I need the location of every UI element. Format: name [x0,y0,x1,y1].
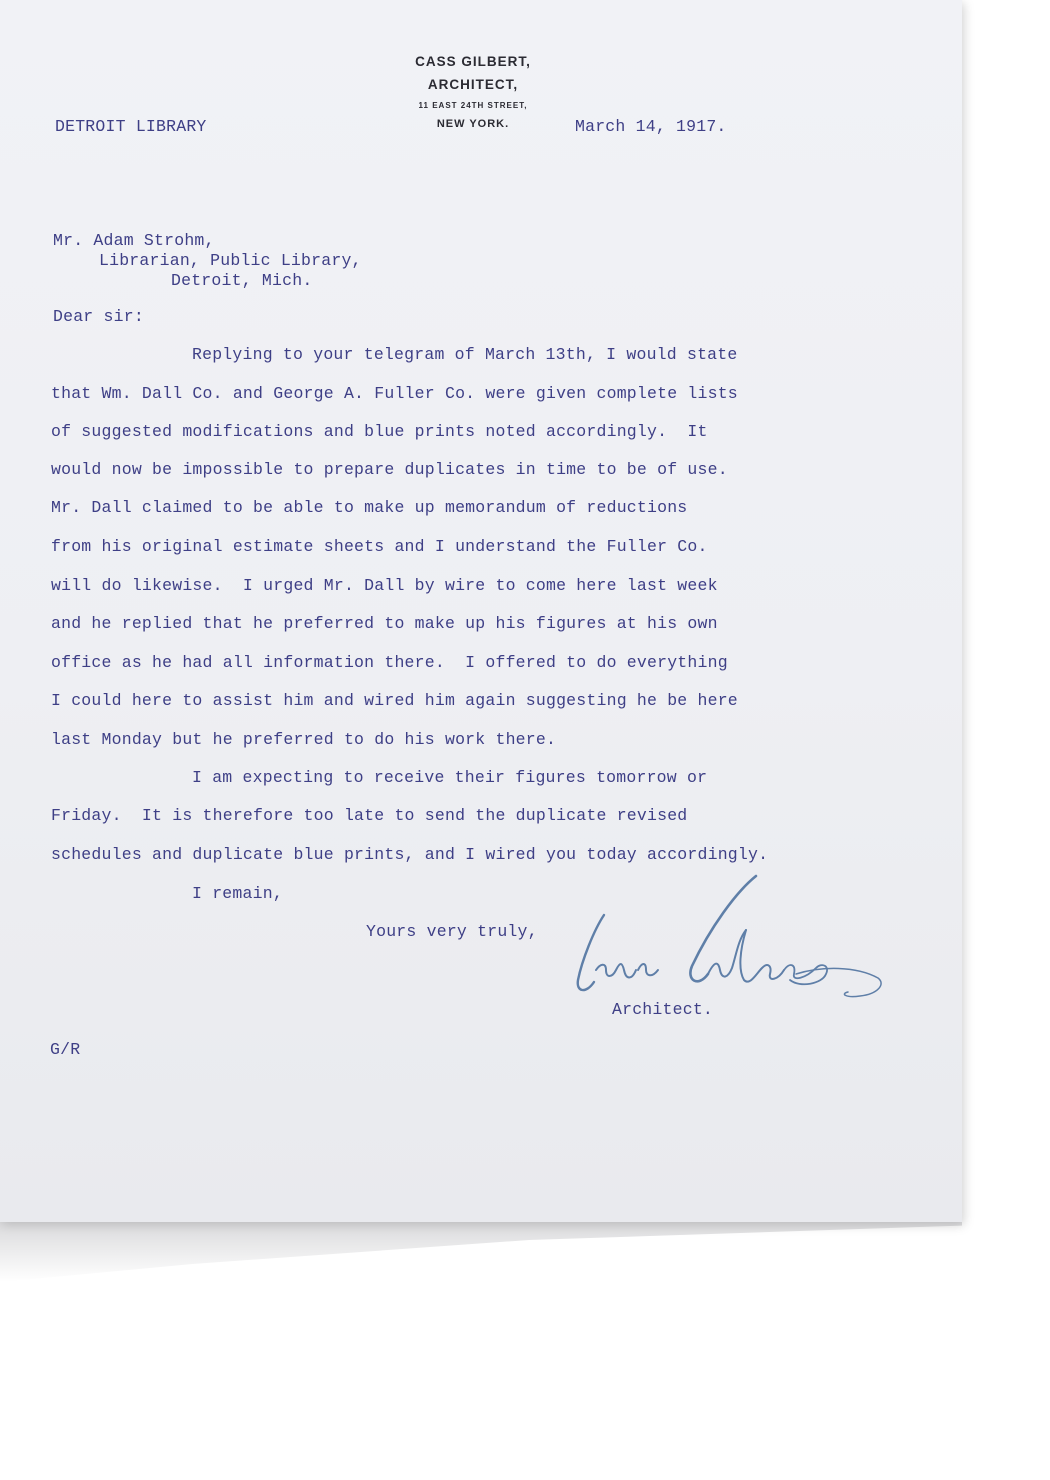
body-line: of suggested modifications and blue prints noted accordingly. It [51,422,708,441]
body-line: Friday. It is therefore too late to send the duplicate revised [51,806,688,825]
body-line: Replying to your telegram of March 13th, I would state [192,345,738,364]
signature-title: Architect. [612,1000,714,1019]
body-line: would now be impossible to prepare duplicates in time to be of use. [51,460,728,479]
body-line: and he replied that he preferred to make up his figures at his own [51,614,718,633]
body-line: I am expecting to receive their figures tomorrow or [192,768,708,787]
handwritten-signature [560,870,890,1020]
valediction: Yours very truly, [366,922,538,941]
paper-curl-shadow [0,1222,962,1282]
body-line: that Wm. Dall Co. and George A. Fuller Co. were given complete lists [51,384,738,403]
recipient-name: Mr. Adam Strohm, [53,231,215,250]
letter-date: March 14, 1917. [575,117,727,136]
typist-initials: G/R [50,1040,81,1059]
body-line: Mr. Dall claimed to be able to make up memorandum of reductions [51,498,688,517]
salutation: Dear sir: [53,307,144,326]
recipient-title: Librarian, Public Library, [99,251,362,270]
body-line: will do likewise. I urged Mr. Dall by wire to come here last week [51,576,718,595]
body-line: I could here to assist him and wired him again suggesting he be here [51,691,738,710]
body-line: last Monday but he preferred to do his work there. [51,730,557,749]
letterhead-street: 11 EAST 24TH STREET, [418,101,528,110]
body-line: schedules and duplicate blue prints, and I wired you today accordingly. [51,845,769,864]
recipient-city: Detroit, Mich. [171,271,313,290]
body-line: from his original estimate sheets and I understand the Fuller Co. [51,537,708,556]
letterhead-city: NEW YORK. [436,118,510,130]
body-line: office as he had all information there. I offered to do everything [51,653,728,672]
file-label: DETROIT LIBRARY [55,117,207,136]
letterhead-title: ARCHITECT, [427,77,519,92]
closing: I remain, [192,884,283,903]
letterhead-name: CASS GILBERT, [415,54,531,69]
